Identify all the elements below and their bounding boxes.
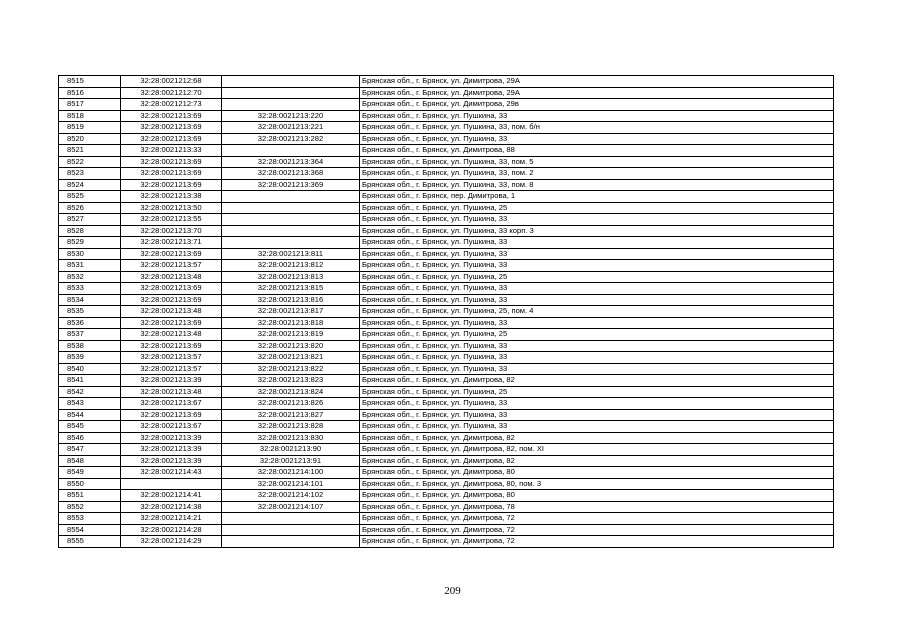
row-number-cell: 8515 <box>59 76 121 88</box>
address-cell: Брянская обл., г. Брянск, ул. Пушкина, 25 <box>360 386 834 398</box>
address-cell: Брянская обл., г. Брянск, ул. Пушкина, 33 <box>360 317 834 329</box>
table-row <box>59 214 834 226</box>
table-row <box>59 432 834 444</box>
object-cadastral-number-cell <box>222 87 360 99</box>
row-number-cell: 8549 <box>59 467 121 479</box>
row-number-cell: 8533 <box>59 283 121 295</box>
row-number-cell: 8535 <box>59 306 121 318</box>
address-cell: Брянская обл., г. Брянск, ул. Пушкина, 33 корп. 3 <box>360 225 834 237</box>
row-number-cell: 8547 <box>59 444 121 456</box>
row-number-cell: 8551 <box>59 490 121 502</box>
object-cadastral-number-cell <box>222 237 360 249</box>
object-cadastral-number-cell: 32:28:0021213:820 <box>222 340 360 352</box>
row-number-cell: 8538 <box>59 340 121 352</box>
table-row <box>59 536 834 548</box>
address-cell: Брянская обл., г. Брянск, ул. Димитрова, 72 <box>360 536 834 548</box>
address-cell: Брянская обл., г. Брянск, ул. Пушкина, 33 <box>360 110 834 122</box>
address-cell: Брянская обл., г. Брянск, ул. Пушкина, 33, пом. 8 <box>360 179 834 191</box>
object-cadastral-number-cell <box>222 513 360 525</box>
table-row <box>59 444 834 456</box>
object-cadastral-number-cell <box>222 536 360 548</box>
parcel-cadastral-number-cell: 32:28:0021213:69 <box>121 409 222 421</box>
address-cell: Брянская обл., г. Брянск, ул. Пушкина, 25 <box>360 202 834 214</box>
table-row <box>59 513 834 525</box>
address-cell: Брянская обл., г. Брянск, ул. Пушкина, 33 <box>360 409 834 421</box>
row-number-cell: 8544 <box>59 409 121 421</box>
parcel-cadastral-number-cell: 32:28:0021213:69 <box>121 133 222 145</box>
object-cadastral-number-cell: 32:28:0021213:221 <box>222 122 360 134</box>
object-cadastral-number-cell: 32:28:0021213:364 <box>222 156 360 168</box>
address-cell: Брянская обл., г. Брянск, пер. Димитрова, 1 <box>360 191 834 203</box>
parcel-cadastral-number-cell: 32:28:0021213:48 <box>121 386 222 398</box>
row-number-cell: 8530 <box>59 248 121 260</box>
object-cadastral-number-cell: 32:28:0021213:828 <box>222 421 360 433</box>
row-number-cell: 8518 <box>59 110 121 122</box>
address-cell: Брянская обл., г. Брянск, ул. Пушкина, 33 <box>360 133 834 145</box>
address-cell: Брянская обл., г. Брянск, ул. Димитрова, 80 <box>360 490 834 502</box>
parcel-cadastral-number-cell: 32:28:0021212:68 <box>121 76 222 88</box>
object-cadastral-number-cell: 32:28:0021214:101 <box>222 478 360 490</box>
row-number-cell: 8539 <box>59 352 121 364</box>
row-number-cell: 8541 <box>59 375 121 387</box>
cadastral-register-table <box>58 75 834 548</box>
object-cadastral-number-cell: 32:28:0021213:812 <box>222 260 360 272</box>
object-cadastral-number-cell <box>222 99 360 111</box>
page-number: 209 <box>444 585 461 597</box>
table-row <box>59 490 834 502</box>
object-cadastral-number-cell: 32:28:0021213:827 <box>222 409 360 421</box>
parcel-cadastral-number-cell: 32:28:0021212:73 <box>121 99 222 111</box>
parcel-cadastral-number-cell: 32:28:0021213:69 <box>121 122 222 134</box>
row-number-cell: 8552 <box>59 501 121 513</box>
row-number-cell: 8527 <box>59 214 121 226</box>
parcel-cadastral-number-cell: 32:28:0021213:69 <box>121 248 222 260</box>
address-cell: Брянская обл., г. Брянск, ул. Димитрова, 29А <box>360 87 834 99</box>
address-cell: Брянская обл., г. Брянск, ул. Димитрова, 78 <box>360 501 834 513</box>
table-row <box>59 87 834 99</box>
table-row <box>59 398 834 410</box>
object-cadastral-number-cell: 32:28:0021213:816 <box>222 294 360 306</box>
address-cell: Брянская обл., г. Брянск, ул. Пушкина, 33 <box>360 363 834 375</box>
table-row <box>59 283 834 295</box>
address-cell: Брянская обл., г. Брянск, ул. Пушкина, 33 <box>360 352 834 364</box>
parcel-cadastral-number-cell: 32:28:0021214:29 <box>121 536 222 548</box>
address-cell: Брянская обл., г. Брянск, ул. Пушкина, 33 <box>360 237 834 249</box>
parcel-cadastral-number-cell: 32:28:0021213:70 <box>121 225 222 237</box>
address-cell: Брянская обл., г. Брянск, ул. Димитрова, 82 <box>360 375 834 387</box>
row-number-cell: 8524 <box>59 179 121 191</box>
parcel-cadastral-number-cell: 32:28:0021213:69 <box>121 294 222 306</box>
address-cell: Брянская обл., г. Брянск, ул. Димитрова, 88 <box>360 145 834 157</box>
object-cadastral-number-cell: 32:28:0021213:817 <box>222 306 360 318</box>
table-row <box>59 524 834 536</box>
object-cadastral-number-cell <box>222 524 360 536</box>
address-cell: Брянская обл., г. Брянск, ул. Пушкина, 33 <box>360 283 834 295</box>
table-row <box>59 375 834 387</box>
address-cell: Брянская обл., г. Брянск, ул. Пушкина, 33 <box>360 398 834 410</box>
row-number-cell: 8555 <box>59 536 121 548</box>
table-row <box>59 145 834 157</box>
address-cell: Брянская обл., г. Брянск, ул. Пушкина, 33, пом. 5 <box>360 156 834 168</box>
address-cell: Брянская обл., г. Брянск, ул. Пушкина, 25 <box>360 329 834 341</box>
object-cadastral-number-cell: 32:28:0021213:90 <box>222 444 360 456</box>
table-row <box>59 133 834 145</box>
object-cadastral-number-cell: 32:28:0021213:822 <box>222 363 360 375</box>
object-cadastral-number-cell: 32:28:0021214:102 <box>222 490 360 502</box>
table-row <box>59 225 834 237</box>
object-cadastral-number-cell <box>222 76 360 88</box>
parcel-cadastral-number-cell: 32:28:0021213:39 <box>121 455 222 467</box>
table-row <box>59 76 834 88</box>
table-row <box>59 501 834 513</box>
address-cell: Брянская обл., г. Брянск, ул. Димитрова, 72 <box>360 513 834 525</box>
table-row <box>59 340 834 352</box>
address-cell: Брянская обл., г. Брянск, ул. Пушкина, 33, пом. 2 <box>360 168 834 180</box>
object-cadastral-number-cell: 32:28:0021214:100 <box>222 467 360 479</box>
table-row <box>59 237 834 249</box>
parcel-cadastral-number-cell: 32:28:0021213:39 <box>121 375 222 387</box>
address-cell: Брянская обл., г. Брянск, ул. Димитрова, 82 <box>360 455 834 467</box>
object-cadastral-number-cell <box>222 225 360 237</box>
parcel-cadastral-number-cell: 32:28:0021213:38 <box>121 191 222 203</box>
row-number-cell: 8537 <box>59 329 121 341</box>
parcel-cadastral-number-cell: 32:28:0021213:67 <box>121 421 222 433</box>
address-cell: Брянская обл., г. Брянск, ул. Димитрова, 82 <box>360 432 834 444</box>
object-cadastral-number-cell: 32:28:0021213:368 <box>222 168 360 180</box>
address-cell: Брянская обл., г. Брянск, ул. Пушкина, 33 <box>360 294 834 306</box>
table-row <box>59 409 834 421</box>
object-cadastral-number-cell <box>222 214 360 226</box>
table-row <box>59 317 834 329</box>
address-cell: Брянская обл., г. Брянск, ул. Пушкина, 33 <box>360 248 834 260</box>
row-number-cell: 8553 <box>59 513 121 525</box>
row-number-cell: 8516 <box>59 87 121 99</box>
object-cadastral-number-cell: 32:28:0021213:821 <box>222 352 360 364</box>
object-cadastral-number-cell: 32:28:0021214:107 <box>222 501 360 513</box>
row-number-cell: 8525 <box>59 191 121 203</box>
parcel-cadastral-number-cell: 32:28:0021213:69 <box>121 156 222 168</box>
row-number-cell: 8545 <box>59 421 121 433</box>
address-cell: Брянская обл., г. Брянск, ул. Пушкина, 33 <box>360 340 834 352</box>
table-row <box>59 363 834 375</box>
table-row <box>59 467 834 479</box>
address-cell: Брянская обл., г. Брянск, ул. Димитрова, 29А <box>360 76 834 88</box>
parcel-cadastral-number-cell: 32:28:0021213:69 <box>121 168 222 180</box>
row-number-cell: 8529 <box>59 237 121 249</box>
parcel-cadastral-number-cell: 32:28:0021213:48 <box>121 329 222 341</box>
parcel-cadastral-number-cell: 32:28:0021214:38 <box>121 501 222 513</box>
table-row <box>59 455 834 467</box>
table-row <box>59 386 834 398</box>
parcel-cadastral-number-cell: 32:28:0021213:48 <box>121 306 222 318</box>
table-row <box>59 156 834 168</box>
address-cell: Брянская обл., г. Брянск, ул. Димитрова, 80, пом. 3 <box>360 478 834 490</box>
object-cadastral-number-cell: 32:28:0021213:818 <box>222 317 360 329</box>
row-number-cell: 8521 <box>59 145 121 157</box>
object-cadastral-number-cell: 32:28:0021213:815 <box>222 283 360 295</box>
parcel-cadastral-number-cell: 32:28:0021213:39 <box>121 432 222 444</box>
parcel-cadastral-number-cell: 32:28:0021213:69 <box>121 317 222 329</box>
object-cadastral-number-cell: 32:28:0021213:220 <box>222 110 360 122</box>
row-number-cell: 8519 <box>59 122 121 134</box>
parcel-cadastral-number-cell: 32:28:0021214:21 <box>121 513 222 525</box>
parcel-cadastral-number-cell: 32:28:0021213:33 <box>121 145 222 157</box>
table-row <box>59 191 834 203</box>
parcel-cadastral-number-cell: 32:28:0021213:67 <box>121 398 222 410</box>
parcel-cadastral-number-cell: 32:28:0021213:69 <box>121 110 222 122</box>
address-cell: Брянская обл., г. Брянск, ул. Димитрова, 29в <box>360 99 834 111</box>
row-number-cell: 8523 <box>59 168 121 180</box>
parcel-cadastral-number-cell: 32:28:0021212:70 <box>121 87 222 99</box>
address-cell: Брянская обл., г. Брянск, ул. Димитрова, 80 <box>360 467 834 479</box>
row-number-cell: 8543 <box>59 398 121 410</box>
row-number-cell: 8540 <box>59 363 121 375</box>
parcel-cadastral-number-cell: 32:28:0021213:55 <box>121 214 222 226</box>
parcel-cadastral-number-cell: 32:28:0021213:69 <box>121 283 222 295</box>
object-cadastral-number-cell: 32:28:0021213:369 <box>222 179 360 191</box>
parcel-cadastral-number-cell: 32:28:0021213:57 <box>121 352 222 364</box>
row-number-cell: 8536 <box>59 317 121 329</box>
parcel-cadastral-number-cell: 32:28:0021214:43 <box>121 467 222 479</box>
table-row <box>59 271 834 283</box>
address-cell: Брянская обл., г. Брянск, ул. Пушкина, 33 <box>360 421 834 433</box>
object-cadastral-number-cell: 32:28:0021213:826 <box>222 398 360 410</box>
address-cell: Брянская обл., г. Брянск, ул. Димитрова, 82, пом. XI <box>360 444 834 456</box>
address-cell: Брянская обл., г. Брянск, ул. Пушкина, 25 <box>360 271 834 283</box>
table-row <box>59 202 834 214</box>
row-number-cell: 8542 <box>59 386 121 398</box>
row-number-cell: 8546 <box>59 432 121 444</box>
row-number-cell: 8534 <box>59 294 121 306</box>
table-row <box>59 260 834 272</box>
parcel-cadastral-number-cell: 32:28:0021213:57 <box>121 260 222 272</box>
table-row <box>59 99 834 111</box>
parcel-cadastral-number-cell: 32:28:0021214:41 <box>121 490 222 502</box>
row-number-cell: 8550 <box>59 478 121 490</box>
address-cell: Брянская обл., г. Брянск, ул. Пушкина, 33 <box>360 260 834 272</box>
table-row <box>59 248 834 260</box>
object-cadastral-number-cell: 32:28:0021213:819 <box>222 329 360 341</box>
parcel-cadastral-number-cell: 32:28:0021213:50 <box>121 202 222 214</box>
address-cell: Брянская обл., г. Брянск, ул. Пушкина, 33 <box>360 214 834 226</box>
table-row <box>59 110 834 122</box>
address-cell: Брянская обл., г. Брянск, ул. Димитрова, 72 <box>360 524 834 536</box>
row-number-cell: 8531 <box>59 260 121 272</box>
parcel-cadastral-number-cell <box>121 478 222 490</box>
address-cell: Брянская обл., г. Брянск, ул. Пушкина, 25, пом. 4 <box>360 306 834 318</box>
row-number-cell: 8526 <box>59 202 121 214</box>
row-number-cell: 8522 <box>59 156 121 168</box>
object-cadastral-number-cell: 32:28:0021213:830 <box>222 432 360 444</box>
object-cadastral-number-cell: 32:28:0021213:823 <box>222 375 360 387</box>
parcel-cadastral-number-cell: 32:28:0021213:69 <box>121 340 222 352</box>
object-cadastral-number-cell: 32:28:0021213:91 <box>222 455 360 467</box>
parcel-cadastral-number-cell: 32:28:0021213:71 <box>121 237 222 249</box>
row-number-cell: 8532 <box>59 271 121 283</box>
table-row <box>59 306 834 318</box>
parcel-cadastral-number-cell: 32:28:0021213:48 <box>121 271 222 283</box>
address-cell: Брянская обл., г. Брянск, ул. Пушкина, 33, пом. б/н <box>360 122 834 134</box>
row-number-cell: 8520 <box>59 133 121 145</box>
object-cadastral-number-cell: 32:28:0021213:811 <box>222 248 360 260</box>
row-number-cell: 8548 <box>59 455 121 467</box>
object-cadastral-number-cell <box>222 191 360 203</box>
table-row <box>59 421 834 433</box>
table-row <box>59 329 834 341</box>
object-cadastral-number-cell <box>222 145 360 157</box>
row-number-cell: 8517 <box>59 99 121 111</box>
object-cadastral-number-cell: 32:28:0021213:824 <box>222 386 360 398</box>
parcel-cadastral-number-cell: 32:28:0021213:57 <box>121 363 222 375</box>
row-number-cell: 8528 <box>59 225 121 237</box>
table-row <box>59 168 834 180</box>
parcel-cadastral-number-cell: 32:28:0021214:28 <box>121 524 222 536</box>
table-row <box>59 122 834 134</box>
row-number-cell: 8554 <box>59 524 121 536</box>
table-row <box>59 478 834 490</box>
object-cadastral-number-cell <box>222 202 360 214</box>
parcel-cadastral-number-cell: 32:28:0021213:39 <box>121 444 222 456</box>
table-row <box>59 179 834 191</box>
object-cadastral-number-cell: 32:28:0021213:282 <box>222 133 360 145</box>
table-row <box>59 294 834 306</box>
object-cadastral-number-cell: 32:28:0021213:813 <box>222 271 360 283</box>
table-row <box>59 352 834 364</box>
table-body <box>59 76 834 548</box>
parcel-cadastral-number-cell: 32:28:0021213:69 <box>121 179 222 191</box>
